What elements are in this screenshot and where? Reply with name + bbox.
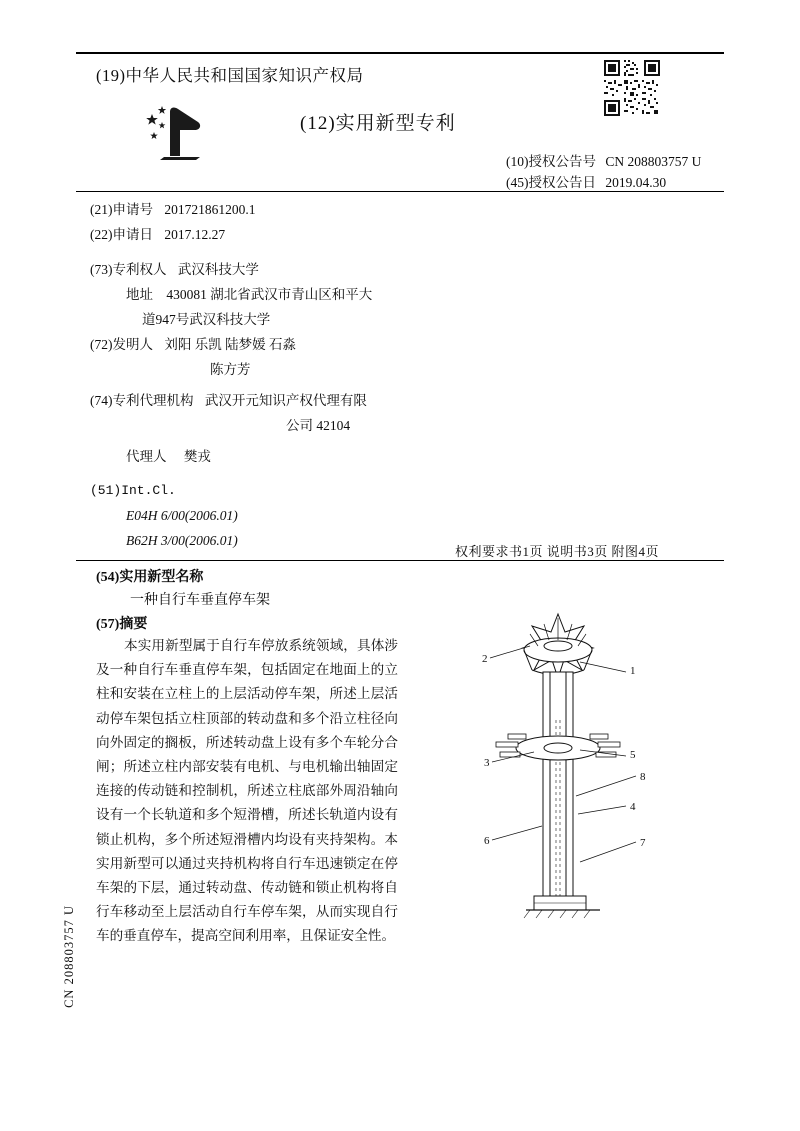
agent-value: 樊戎 bbox=[183, 449, 211, 464]
office-line: (19)中华人民共和国国家知识产权局 bbox=[96, 66, 364, 85]
agency-code-number: 公司 42104 bbox=[286, 418, 351, 433]
document-type: (12)实用新型专利 bbox=[300, 113, 456, 134]
inventor-row-1 bbox=[90, 333, 710, 356]
inventor-names-1: 刘阳 乐凯 陆梦媛 石淼 bbox=[164, 337, 296, 352]
address-row-2 bbox=[90, 308, 710, 331]
publication-date-value: 2019.04.30 bbox=[605, 175, 667, 190]
svg-text:4: 4 bbox=[630, 801, 636, 813]
patent-figure bbox=[430, 600, 730, 930]
applicant-value: 武汉科技大学 bbox=[177, 262, 259, 277]
abstract-top-rule bbox=[76, 560, 724, 561]
agent-row bbox=[90, 445, 710, 468]
address-line-2: 道947号武汉科技大学 bbox=[142, 312, 271, 327]
page-counts: 权利要求书1页 说明书3页 附图4页 bbox=[455, 544, 660, 559]
application-date-value: 2017.12.27 bbox=[164, 227, 226, 242]
bibliographic-block bbox=[90, 198, 710, 554]
abstract-code: (57)摘要 bbox=[96, 617, 148, 632]
abstract-paragraph: 本实用新型属于自行车停放系统领域，具体涉及一种自行车垂直停车架，包括固定在地面上的立柱和安装在立柱上的上层活动停车架，所述上层活动停车架包括立柱顶部的转动盘和多个沿立柱径向向外固定的搁板，所述转动盘上设有多个车轮分合闸；所述立柱内部安装有电机、与电机输出轴固定连接的传动链和控制机，所述立柱底部外周沿轴向设有一个长轨道和多个短滑槽，所述长轨道内设有锁止机构，多个所述短滑槽内均设有夹持架构。本实用新型可以通过夹持机构将自行车迅速锁定在停车架的下层，通过转动盘、传动链和锁止机构将自行车移动至上层活动自行车停车架，从而实现自行车的垂直停车，提高空间利用率，且保证安全性。 bbox=[96, 638, 398, 944]
inventor-row-2 bbox=[90, 358, 710, 381]
header-top-rule bbox=[76, 52, 724, 54]
intcl-value-0: E04H 6/00(2006.01) bbox=[126, 508, 238, 523]
intcl-value-1: B62H 3/00(2006.01) bbox=[126, 533, 238, 548]
application-date-row bbox=[90, 223, 710, 246]
agency-label: (74)专利代理机构 bbox=[90, 393, 194, 408]
publication-date-label: (45)授权公告日 bbox=[506, 175, 596, 190]
agent-label: 代理人 bbox=[126, 449, 167, 464]
invention-title: 一种自行车垂直停车架 bbox=[130, 593, 270, 608]
svg-text:6: 6 bbox=[484, 835, 490, 847]
agency-name: 武汉开元知识产权代理有限 bbox=[204, 393, 367, 408]
publication-number-line bbox=[506, 150, 701, 170]
header-bottom-rule bbox=[76, 191, 724, 192]
publication-date-line bbox=[506, 171, 666, 191]
svg-text:1: 1 bbox=[630, 665, 636, 677]
application-date-label: (22)申请日 bbox=[90, 227, 153, 242]
application-number-row bbox=[90, 198, 710, 221]
abstract-body bbox=[96, 634, 398, 949]
publication-number-label: (10)授权公告号 bbox=[506, 154, 596, 169]
agency-row-2 bbox=[90, 414, 710, 437]
svg-text:5: 5 bbox=[630, 749, 636, 761]
svg-text:3: 3 bbox=[484, 757, 490, 769]
side-publication-code: CN 208803757 U bbox=[62, 905, 76, 1008]
agency-row-1 bbox=[90, 389, 710, 412]
address-row-1 bbox=[90, 283, 710, 306]
applicant-label: (73)专利权人 bbox=[90, 262, 167, 277]
intcl-row bbox=[90, 478, 710, 502]
invention-title-code: (54)实用新型名称 bbox=[96, 570, 204, 585]
svg-text:2: 2 bbox=[482, 653, 488, 665]
publication-number-value: CN 208803757 U bbox=[605, 154, 702, 169]
inventor-label: (72)发明人 bbox=[90, 337, 153, 352]
address-label: 地址 bbox=[126, 287, 153, 302]
application-number-label: (21)申请号 bbox=[90, 202, 153, 217]
qr-code bbox=[604, 60, 660, 116]
svg-text:8: 8 bbox=[640, 771, 646, 783]
inventor-names-2: 陈方芳 bbox=[210, 362, 251, 377]
application-number-value: 201721861200.1 bbox=[164, 202, 256, 217]
address-line-1: 430081 湖北省武汉市青山区和平大 bbox=[166, 287, 373, 302]
intcl-label: (51)Int.Cl. bbox=[90, 483, 176, 498]
svg-text:7: 7 bbox=[640, 837, 646, 849]
cnipa-emblem-icon bbox=[140, 100, 226, 164]
applicant-row bbox=[90, 258, 710, 281]
intcl-item-0 bbox=[90, 504, 710, 527]
